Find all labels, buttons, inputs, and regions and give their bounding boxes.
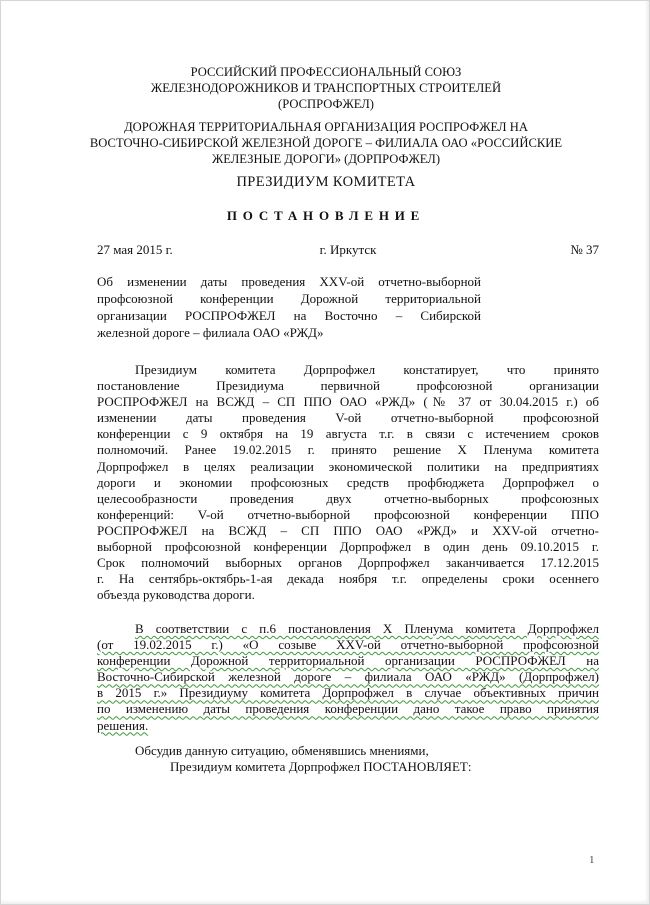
paragraph-line: РОСПРОФЖЕЛ на ВСЖД – СП ППО ОАО «РЖД» и XXV-ой отчетно- <box>97 522 599 538</box>
presidium-heading: ПРЕЗИДИУМ КОМИТЕТА <box>236 174 416 190</box>
paragraph-line: В соответствии с п.6 постановления X Пленума комитета Дорпрофжел <box>135 621 599 636</box>
decision-intro: Президиум комитета Дорпрофжел ПОСТАНОВЛЯЕТ: <box>170 759 472 774</box>
dateline <box>97 242 599 258</box>
org-line: ВОСТОЧНО-СИБИРСКОЙ ЖЕЛЕЗНОЙ ДОРОГЕ – ФИЛИАЛА ОАО «РОССИЙСКИЕ <box>89 136 563 150</box>
paragraph-line: целесообразности проведения двух отчетно-выборных профсоюзных <box>97 490 599 506</box>
resolution-number: № 37 <box>570 242 599 257</box>
subject-line: профсоюзной конференции Дорожной территориальной <box>97 291 481 306</box>
paragraph-line: РОСПРОФЖЕЛ на ВСЖД – СП ППО ОАО «РЖД» (№ 37 от 30.04.2015 г.) об <box>97 394 599 410</box>
page-number: 1 <box>589 854 595 866</box>
resolution-title: ПОСТАНОВЛЕНИЕ <box>226 208 426 223</box>
paragraph-line: решения. <box>97 717 149 733</box>
org-line: ДОРОЖНАЯ ТЕРРИТОРИАЛЬНАЯ ОРГАНИЗАЦИЯ РОСПРОФЖЕЛ НА <box>124 120 528 134</box>
organization-name <box>1 119 650 167</box>
paragraph-line: г. На сентябрь-октябрь-1-ая декада ноября т.г. определены сроки осеннего <box>97 571 599 587</box>
paragraph-line: конференции с 9 октября на 19 августа т.г. в связи с истечением сроков <box>97 426 599 442</box>
subject-line: Об изменении даты проведения XXV-ой отчетно-выборной <box>97 274 481 289</box>
union-name <box>1 64 650 112</box>
subject-line: железной дороге – филиала ОАО «РЖД» <box>97 325 324 340</box>
resolution-date: 27 мая 2015 г. <box>97 242 173 257</box>
subject-line: организации РОСПРОФЖЕЛ на Восточно – Сибирской <box>97 308 481 323</box>
union-line: (РОСПРОФЖЕЛ) <box>278 97 374 111</box>
discussion-line: Обсудив данную ситуацию, обменявшись мнениями, <box>135 743 429 758</box>
paragraph-line: дороги и экономии профсоюзных средств профбюджета Дорпрофжел о <box>97 474 599 490</box>
paragraph-line: (от 19.02.2015 г.) «О созыве XXV-ой отчетно-выборной профсоюзной <box>97 637 599 653</box>
paragraph-line: изменении даты проведения V-ой отчетно-выборной профсоюзной <box>97 410 599 426</box>
paragraph-line: объезда руководства дороги. <box>97 587 255 603</box>
union-line: ЖЕЛЕЗНОДОРОЖНИКОВ И ТРАНСПОРТНЫХ СТРОИТЕЛЕЙ <box>150 81 502 95</box>
paragraph-line: полномочий. Ранее 19.02.2015 г. принято решение X Пленума комитета <box>97 442 599 458</box>
paragraph-line: постановление Президиума первичной профсоюзной организации <box>97 378 599 394</box>
paragraph-line: по изменению даты проведения конференции дано такое право принятия <box>97 701 599 717</box>
paragraph-line: конференций: V-ой отчетно-выборной профсоюзной конференции ППО <box>97 506 599 522</box>
paragraph-line: конференции Дорожной территориальной организации РОСПРОФЖЕЛ на <box>97 653 599 669</box>
paragraph-line: в 2015 г.» Президиуму комитета Дорпрофжел в случае объективных причин <box>97 685 599 701</box>
paragraph-line: Президиум комитета Дорпрофжел констатирует, что принято <box>135 362 599 377</box>
paragraph-line: Срок полномочий выборных органов Дорпрофжел заканчивается 17.12.2015 <box>97 555 599 571</box>
paragraph-line: выборной профсоюзной конференции Дорпрофжел в один день 09.10.2015 г. <box>97 539 599 555</box>
resolution-city: г. Иркутск <box>319 242 377 257</box>
paragraph-line: Восточно-Сибирской железной дороге – филиала ОАО «РЖД» (Дорпрофжел) <box>97 669 599 685</box>
resolution-subject <box>97 273 481 341</box>
org-line: ЖЕЛЕЗНЫЕ ДОРОГИ» (ДОРПРОФЖЕЛ) <box>211 152 441 166</box>
union-line: РОССИЙСКИЙ ПРОФЕССИОНАЛЬНЫЙ СОЮЗ <box>190 65 462 79</box>
paragraph-line: Дорпрофжел в целях реализации экономической политики на предприятиях <box>97 458 599 474</box>
paragraph-authority <box>97 621 599 734</box>
paragraph-findings <box>97 362 599 603</box>
